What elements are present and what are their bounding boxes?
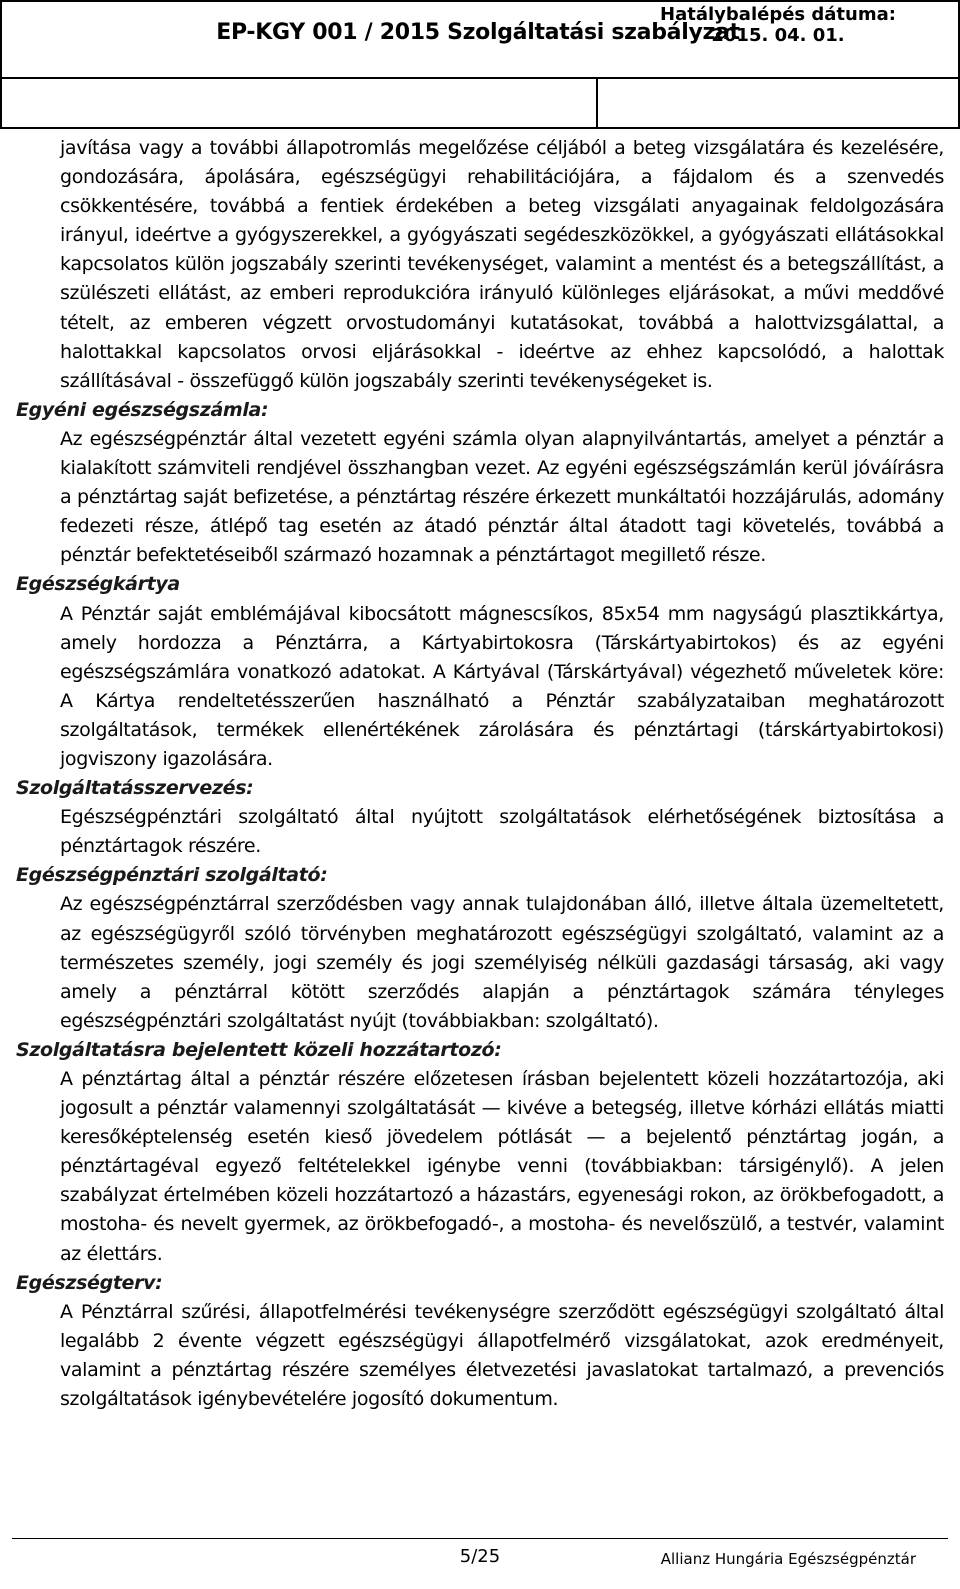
effective-date-label: Hatálybalépés dátuma: [660,4,896,25]
definition-text-egeszsegpenztari-szolgaltato: Az egészségpénztárral szerződésben vagy annak tulajdonában álló, illetve általa üzemeltetett, az egészségügyről szóló törvényben meghatározott egészségügyi szolgáltató, valamint az a természetes személy, jogi személy és jogi személyiség nélküli gazdasági társaság, aki vagy amely a pénztárral kötött szerződés alapján a pénztártagok számára tényleges egészségpénztári szolgáltatást nyújt (továbbiakban: szolgáltató). [60,893,944,1032]
document-header [0,0,960,127]
definition-term-egeszsegkartya: Egészségkártya [16,573,180,596]
header-info-row [0,77,960,129]
page-number: 5/25 [459,1546,501,1567]
definition-term-kozeli-hozzatartozo: Szolgáltatásra bejelentett közeli hozzátartozó: [16,1038,502,1061]
document-title: EP-KGY 001 / 2015 Szolgáltatási szabályzat [216,20,740,45]
company-name: Allianz Hungária Egészségpénztár [660,1550,916,1568]
header-empty-cell [2,79,598,127]
footer-divider [12,1538,948,1539]
definition-term-egeszsegterv: Egészségterv: [16,1271,163,1294]
definition-text-egeszsegterv: A Pénztárral szűrési, állapotfelmérési tevékenységre szerződött egészségügyi szolgáltató által legalább 2 évente végzett egészségügyi állapotfelmérő vizsgálatokat, azok eredményeit, valamint a pénztártag részére személyes életvezetési javaslatokat tartalmazó, a prevenciós szolgáltatások igénybevételére jogosító dokumentum. [60,1300,944,1411]
definition-text-kozeli-hozzatartozo: A pénztártag által a pénztár részére előzetesen írásban bejelentett közeli hozzátartozója, aki jogosult a pénztár valamennyi szolgáltatását — kivéve a betegség, illetve kórházi ellátás miatti keresőképtelenség esetén kieső jövedelem pótlását — a bejelentő pénztártag jogán, a pénztártagéval egyező feltételekkel igénybe venni (továbbiakban: társigénylő). A jelen szabályzat értelmében közeli hozzátartozó a házastárs, egyenesági rokon, az örökbefogadott, a mostoha- és nevelt gyermek, az örökbefogadó-, a mostoha- és nevelőszülő, a testvér, valamint az élettárs. [60,1068,944,1265]
definition-term-egyeni-egeszsegszamla: Egyéni egészségszámla: [16,398,269,421]
definition-term-szolgaltatasszervezes: Szolgáltatásszervezés: [16,777,254,800]
definition-term-egeszsegpenztari-szolgaltato: Egészségpénztári szolgáltató: [16,864,328,887]
effective-date-value: 2015. 04. 01. [711,25,845,46]
definition-text-egyeni-egeszsegszamla: Az egészségpénztár által vezetett egyéni számla olyan alapnyilvántartás, amelyet a pénztár a kialakított számviteli rendjével összhangban vezet. Az egyéni egészségszámlán kerül jóváírásra a pénztártag saját befizetése, a pénztártag részére érkezett munkáltatói hozzájárulás, adomány fedezeti része, átlépő tag esetén az átadó pénztár által átadott tagi követelés, továbbá a pénztár befektetéseiből származó hozamnak a pénztártagot megillető része. [60,427,944,567]
definition-text-egeszsegkartya: A Pénztár saját emblémájával kibocsátott mágnescsíkos, 85x54 mm nagyságú plasztikkártya, amely hordozza a Pénztárra, a Kártyabirtokosra (Társkártyabirtokos) és az egyéni egészségszámlára vonatkozó adatokat. A Kártyával (Társkártyával) végezhető műveletek köre: A Kártya rendeltetésszerűen használható a Pénztár szabályzataiban meghatározott szolgáltatások, termékek ellenértékének zárolására és pénztártagi (társkártyabirtokosi) jogviszony igazolására. [60,602,944,770]
definition-text-szolgaltatasszervezes: Egészségpénztári szolgáltató által nyújtott szolgáltatások elérhetőségének biztosítása a pénztártagok részére. [60,806,944,858]
document-body [16,134,944,1414]
intro-paragraph: javítása vagy a további állapotromlás megelőzése céljából a beteg vizsgálatára és kezelésére, gondozására, ápolására, egészségügyi rehabilitációjára, a fájdalom és a szenvedés csökkentésére, továbbá a fentiek érdekében a beteg vizsgálati anyagainak feldolgozására irányul, ideértve a gyógyszerekkel, a gyógyászati segédeszközökkel, a gyógyászati ellátásokkal kapcsolatos külön jogszabály szerinti tevékenységet, valamint a mentést és a betegszállítást, a szülészeti ellátást, az emberi reprodukcióra irányuló különleges eljárásokat, a művi meddővé tételt, az emberen végzett orvostudományi kutatásokat, továbbá a halottvizsgálattal, a halottakkal kapcsolatos orvosi eljárásokkal - ideértve az ehhez kapcsolódó, a halottak szállításával - összefüggő külön jogszabály szerinti tevékenységeket is. [60,137,944,392]
